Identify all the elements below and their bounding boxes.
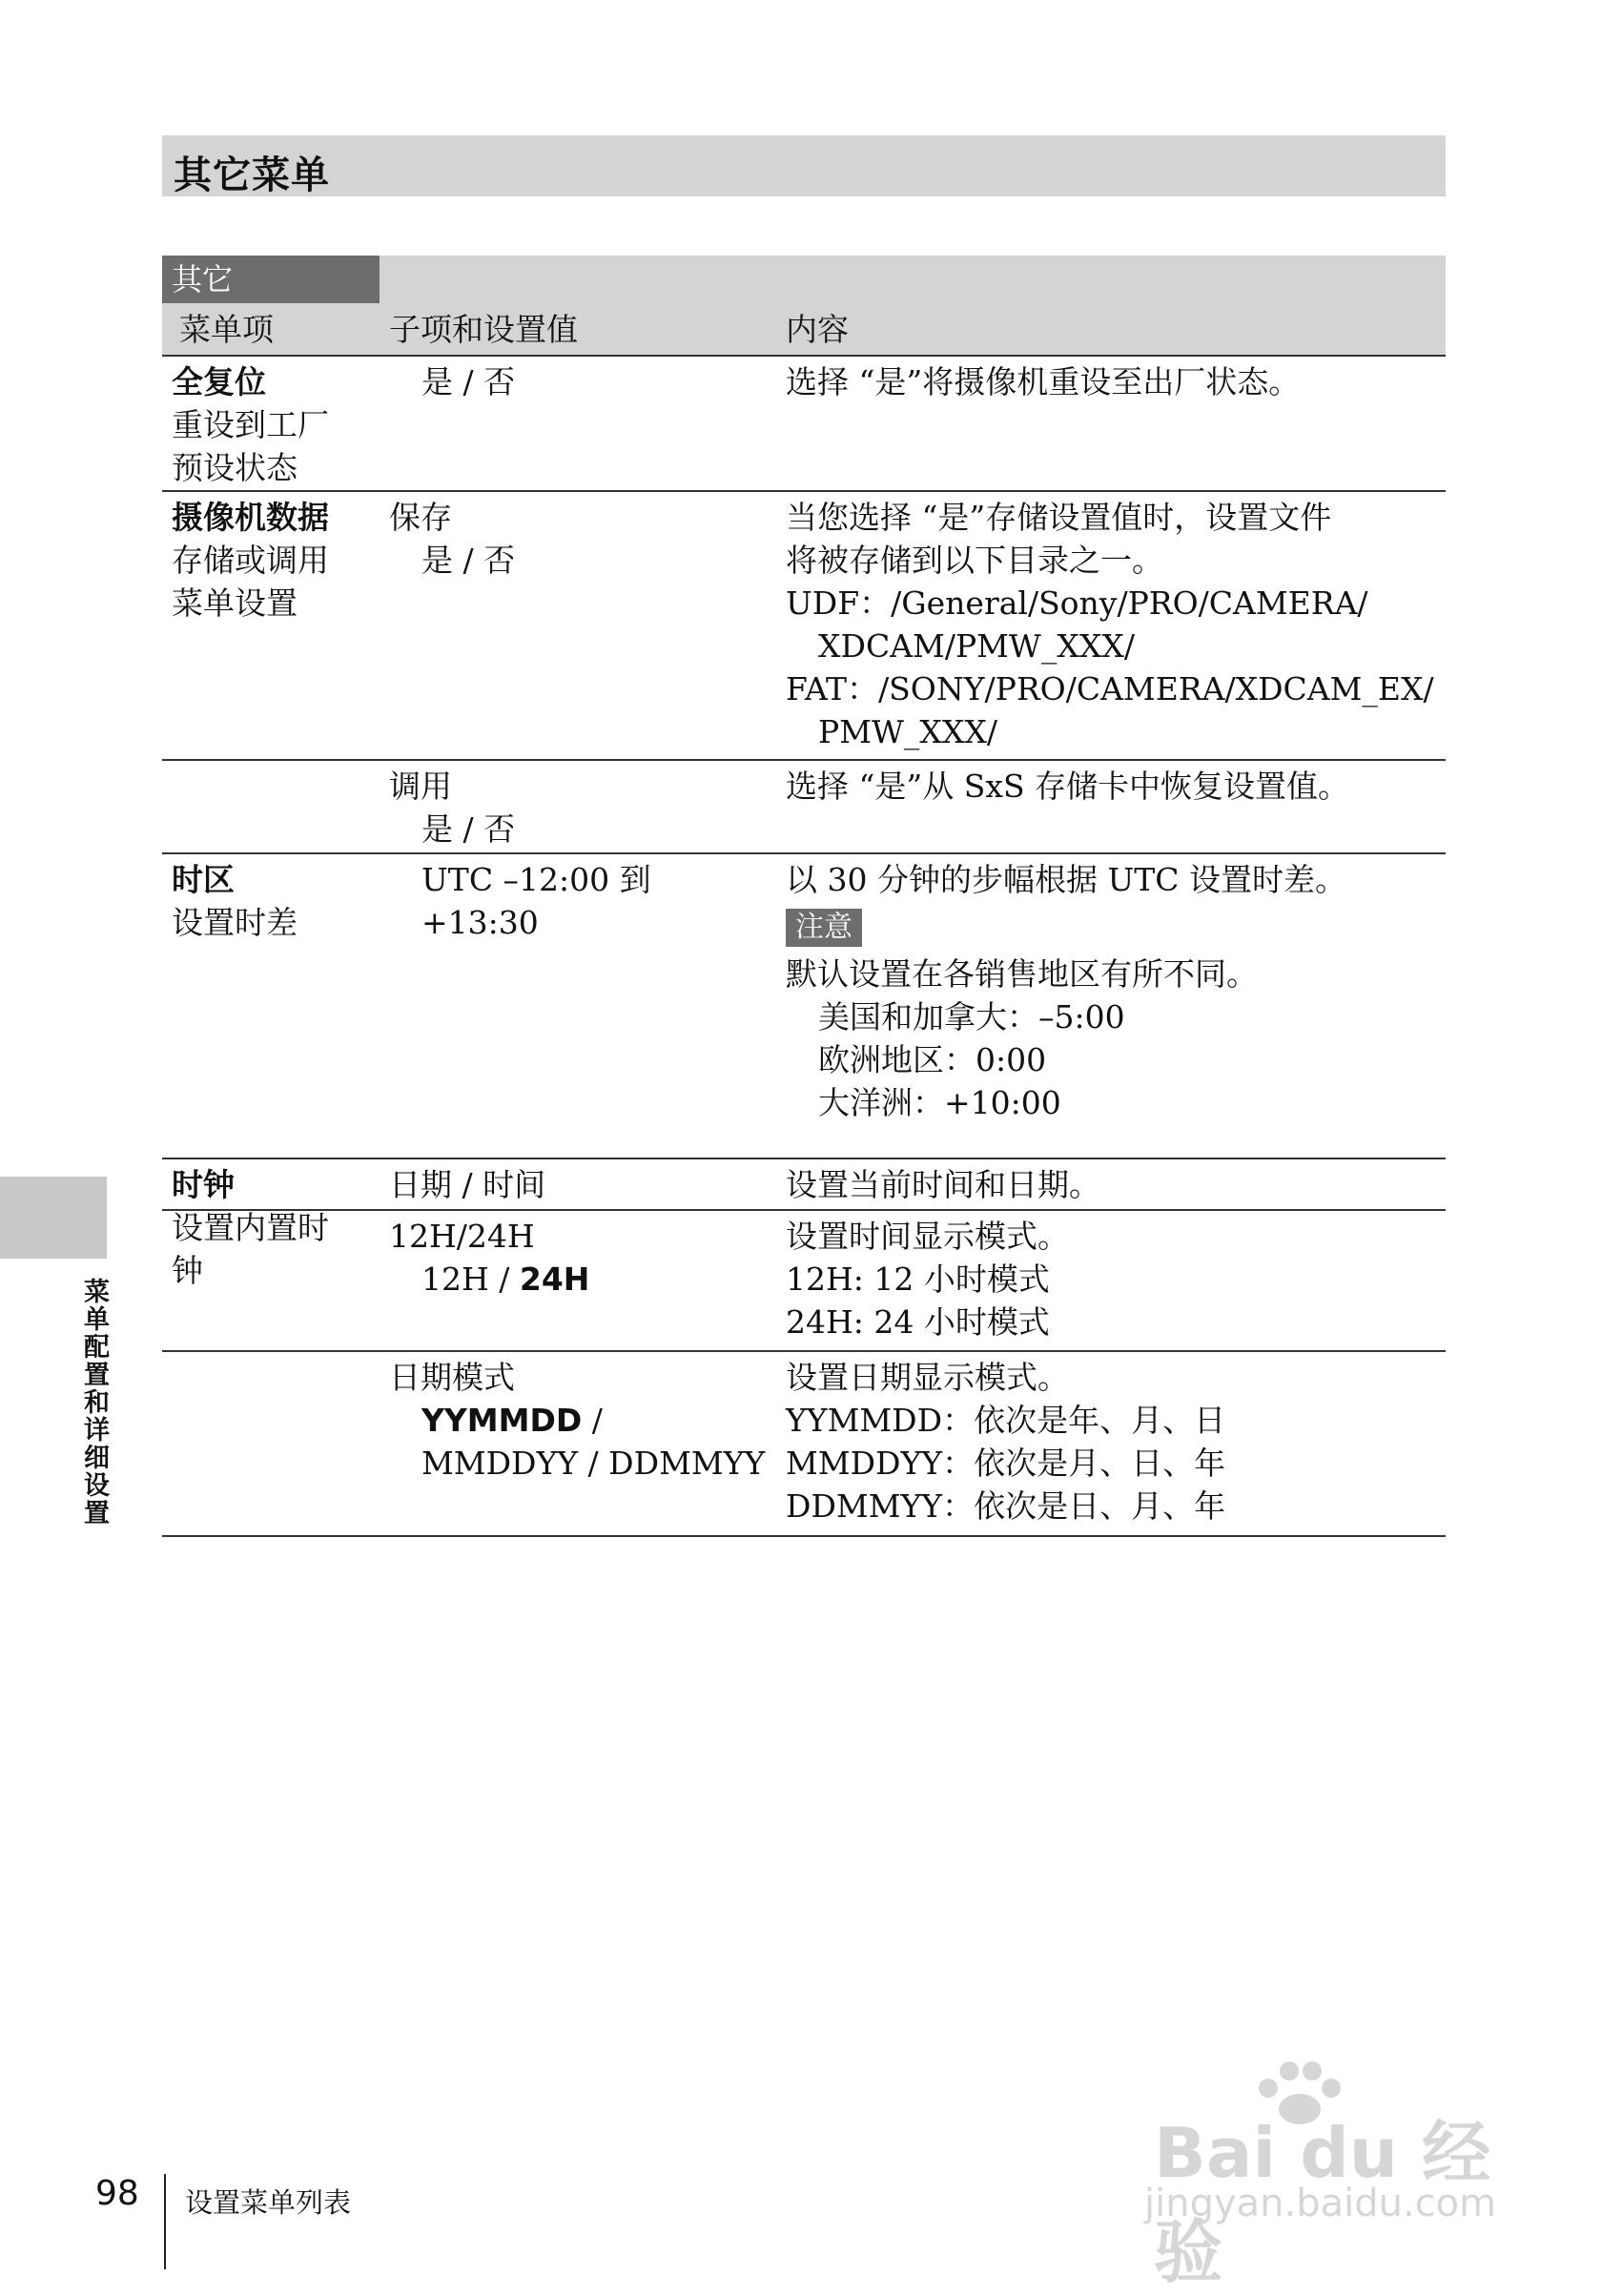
column-header-sub-item: 子项和设置值 xyxy=(389,311,578,348)
sub-item-cell xyxy=(389,360,770,403)
setting-values: UTC –12:00 到 +13:30 xyxy=(421,861,651,941)
content-line: 24H: 24 小时模式 xyxy=(786,1303,1050,1341)
menu-item-desc: 设置内置时 xyxy=(172,1209,329,1246)
content-line: 设置日期显示模式。 xyxy=(786,1359,1069,1396)
table-row-camera-data xyxy=(162,492,1446,854)
section-title: 其它菜单 xyxy=(174,154,330,197)
content-line: FAT：/SONY/PRO/CAMERA/XDCAM_EX/ xyxy=(786,670,1434,707)
content-line: MMDDYY：依次是月、日、年 xyxy=(786,1445,1226,1482)
table-row-time-zone xyxy=(162,854,1446,1159)
setting-values: 是 / 否 xyxy=(421,363,516,400)
sub-item-label: 日期 / 时间 xyxy=(389,1166,546,1203)
menu-item-name: 摄像机数据 xyxy=(172,499,329,536)
sub-row-12h-24h xyxy=(162,1209,1446,1350)
content-line: XDCAM/PMW_XXX/ xyxy=(818,627,1135,665)
baidu-watermark xyxy=(1135,2050,1535,2292)
menu-item-desc: 设置时差 xyxy=(172,904,298,941)
content-line: 12H: 12 小时模式 xyxy=(786,1261,1050,1298)
setting-values: 是 / 否 xyxy=(421,542,516,579)
setting-value-option: 12H / xyxy=(421,1261,520,1298)
setting-values xyxy=(389,1399,770,1442)
sub-item-cell xyxy=(389,858,770,944)
footer-divider xyxy=(164,2174,166,2269)
content-line: 将被存储到以下目录之一。 xyxy=(786,542,1163,579)
menu-item-desc: 预设状态 xyxy=(172,449,298,486)
table-row-full-reset xyxy=(162,357,1446,492)
menu-item-name: 时区 xyxy=(172,861,235,898)
chapter-label: 菜单配置和详细设置 xyxy=(79,1278,109,1527)
content-line: PMW_XXX/ xyxy=(818,713,998,750)
note-badge: 注意 xyxy=(786,909,862,947)
content-line: UDF：/General/Sony/PRO/CAMERA/ xyxy=(786,584,1368,622)
sub-item-label: 12H/24H xyxy=(389,1218,535,1255)
sub-row-date-mode xyxy=(162,1350,1446,1533)
menu-item-desc: 存储或调用 xyxy=(172,542,329,579)
menu-item-cell xyxy=(172,858,372,944)
content-cell xyxy=(786,858,1446,1124)
sub-item-cell xyxy=(389,1215,770,1301)
sub-row-recall xyxy=(162,759,1446,852)
content-line: 以 30 分钟的步幅根据 UTC 设置时差。 xyxy=(786,861,1347,898)
content-cell xyxy=(786,1215,1446,1343)
sub-item-label: 调用 xyxy=(389,768,452,805)
note-line: 欧洲地区：0:00 xyxy=(818,1041,1047,1078)
setting-value-default: 24H xyxy=(519,1261,590,1298)
content-line: 当您选择 “是”存储设置值时，设置文件 xyxy=(786,499,1332,536)
settings-table xyxy=(162,256,1446,1537)
content-cell xyxy=(786,1163,1446,1206)
column-header-content: 内容 xyxy=(786,311,849,348)
sub-row-date-time xyxy=(162,1159,1446,1209)
category-tag: 其它 xyxy=(162,256,380,303)
content-cell xyxy=(786,765,1446,808)
setting-values: 是 / 否 xyxy=(421,810,516,848)
content-line: DDMMYY：依次是日、月、年 xyxy=(786,1487,1226,1525)
menu-item-desc: 菜单设置 xyxy=(172,584,298,622)
content-line: 选择 “是”从 SxS 存储卡中恢复设置值。 xyxy=(786,768,1350,805)
watermark-url: jingyan.baidu.com xyxy=(1144,2182,1497,2225)
setting-value-default: YYMMDD xyxy=(421,1402,583,1439)
menu-item-desc: 重设到工厂 xyxy=(172,406,329,443)
column-header-menu-item: 菜单项 xyxy=(179,311,274,348)
setting-values xyxy=(389,1258,770,1301)
content-cell xyxy=(786,1356,1446,1527)
sub-item-cell xyxy=(389,1356,770,1485)
note-line: 默认设置在各销售地区有所不同。 xyxy=(786,955,1258,993)
content-cell xyxy=(786,360,1446,403)
note-line: 大洋洲：+10:00 xyxy=(818,1084,1061,1121)
setting-value-separator: / xyxy=(582,1402,603,1439)
menu-item-name: 全复位 xyxy=(172,363,266,400)
sub-item-cell xyxy=(389,765,770,851)
content-line: 选择 “是”将摄像机重设至出厂状态。 xyxy=(786,363,1301,400)
section-header xyxy=(162,135,1446,196)
content-line: 设置当前时间和日期。 xyxy=(786,1166,1100,1203)
content-cell xyxy=(786,496,1446,753)
menu-item-cell xyxy=(172,360,372,489)
sub-item-label: 保存 xyxy=(389,499,452,536)
sub-item-label: 日期模式 xyxy=(389,1359,515,1396)
table-header xyxy=(162,256,1446,357)
sub-row-save xyxy=(162,492,1446,759)
sub-item-cell xyxy=(389,496,770,582)
content-line: YYMMDD：依次是年、月、日 xyxy=(786,1402,1226,1439)
sub-item-cell xyxy=(389,1163,770,1206)
page-number: 98 xyxy=(95,2174,139,2213)
table-row-clock xyxy=(162,1159,1446,1537)
content-line: 设置时间显示模式。 xyxy=(786,1218,1069,1255)
note-line: 美国和加拿大：–5:00 xyxy=(818,998,1125,1035)
watermark-brand: Bai du 经验 xyxy=(1154,2113,1491,2292)
menu-item-name: 时钟 xyxy=(172,1166,235,1203)
setting-values: MMDDYY / DDMMYY xyxy=(421,1445,766,1482)
menu-item-desc: 钟 xyxy=(172,1252,203,1289)
chapter-tab xyxy=(0,1177,107,1259)
footer-title: 设置菜单列表 xyxy=(185,2186,352,2219)
